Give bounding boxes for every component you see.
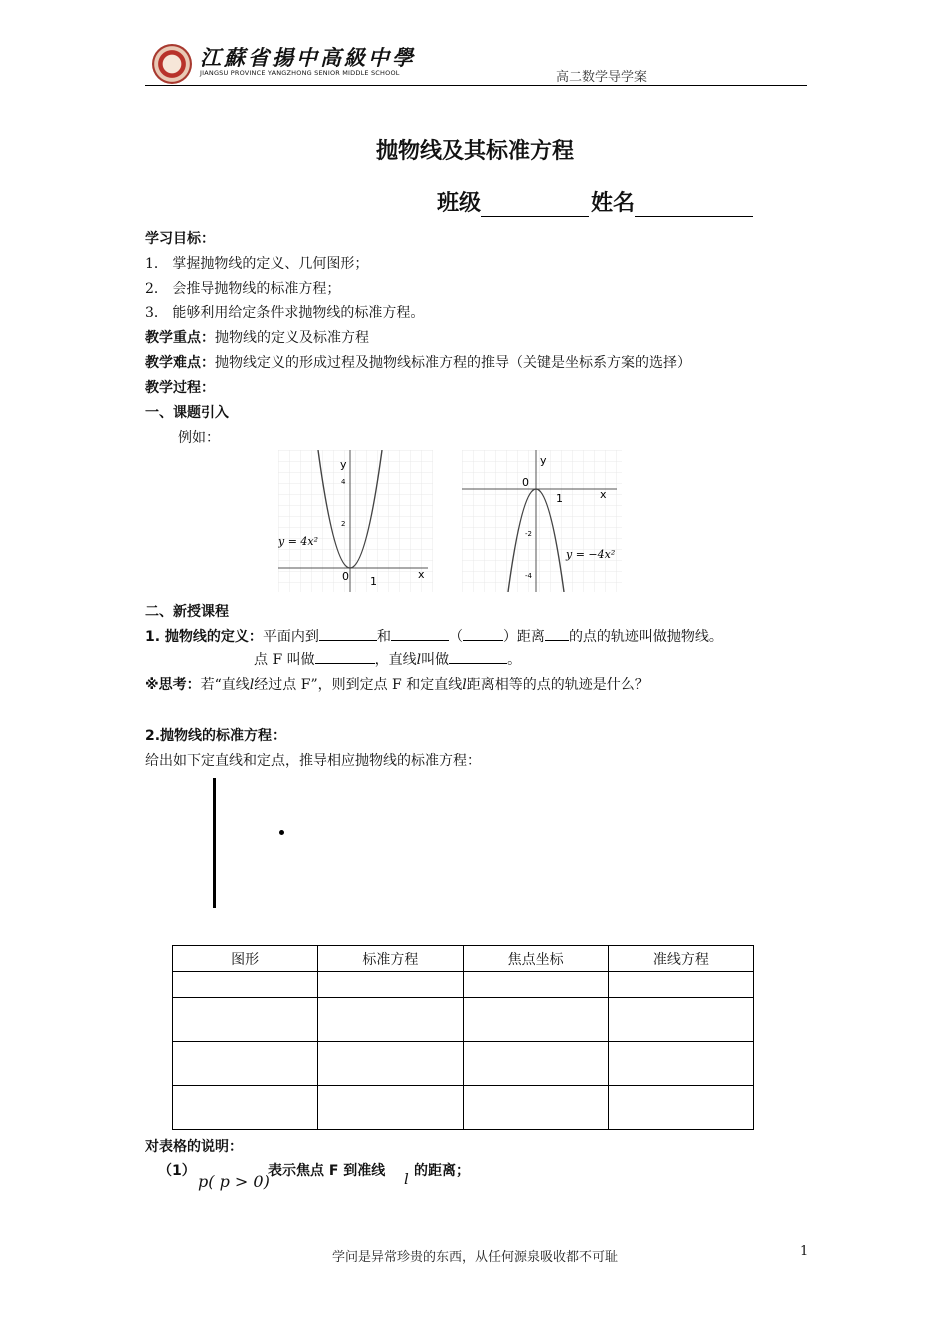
header-rule bbox=[145, 85, 807, 86]
tick-one: 1 bbox=[556, 492, 563, 505]
y-axis-label: y bbox=[340, 458, 347, 471]
note1-text: 表示焦点 F 到准线 bbox=[268, 1163, 386, 1179]
difficulty-label: 教学难点： bbox=[145, 355, 215, 371]
school-logo bbox=[152, 44, 192, 84]
grid bbox=[462, 450, 622, 592]
col-header-figure: 图形 bbox=[173, 946, 318, 972]
class-label: 班级 bbox=[437, 191, 482, 216]
school-name-en: JIANGSU PROVINCE YANGZHONG SENIOR MIDDLE SCHOOL bbox=[200, 69, 400, 77]
table-cell[interactable] bbox=[463, 972, 608, 998]
goal-item: 1． 掌握抛物线的定义、几何图形； bbox=[145, 256, 369, 272]
table-cell[interactable] bbox=[463, 1086, 608, 1130]
class-name-line bbox=[437, 186, 753, 217]
table-cell[interactable] bbox=[318, 1086, 463, 1130]
standard-intro: 给出如下定直线和定点，推导相应抛物线的标准方程： bbox=[145, 753, 481, 769]
goal-item: 3． 能够利用给定条件求抛物线的标准方程。 bbox=[145, 305, 425, 321]
table-cell[interactable] bbox=[463, 998, 608, 1042]
think-text: 若“直线 bbox=[200, 677, 250, 693]
table-row bbox=[173, 1042, 754, 1086]
notes-heading: 对表格的说明： bbox=[145, 1139, 243, 1155]
difficulty bbox=[145, 352, 691, 372]
table-cell[interactable] bbox=[173, 972, 318, 998]
table-cell[interactable] bbox=[608, 998, 753, 1042]
x-axis-label: x bbox=[600, 488, 607, 501]
table-header-row bbox=[173, 946, 754, 972]
difficulty-text: 抛物线定义的形成过程及抛物线标准方程的推导（关键是坐标系方案的选择） bbox=[215, 355, 691, 371]
name-label: 姓名 bbox=[591, 191, 636, 216]
blank-directrix[interactable] bbox=[449, 650, 507, 664]
page-title: 抛物线及其标准方程 bbox=[375, 139, 574, 164]
section2-heading: 二、新授课程 bbox=[145, 604, 229, 620]
table-cell[interactable] bbox=[608, 1086, 753, 1130]
def-text: （ bbox=[448, 629, 463, 645]
class-blank[interactable] bbox=[481, 194, 589, 217]
definition-line bbox=[145, 626, 723, 646]
key-point bbox=[145, 327, 369, 347]
table-cell[interactable] bbox=[318, 972, 463, 998]
think-label: ※思考： bbox=[145, 677, 201, 693]
directrix-line bbox=[213, 778, 216, 908]
table-cell[interactable] bbox=[608, 1042, 753, 1086]
key-point-text: 抛物线的定义及标准方程 bbox=[215, 330, 369, 346]
table-cell[interactable] bbox=[318, 1042, 463, 1086]
graph-downward-parabola bbox=[462, 450, 622, 592]
def-text: ）距离 bbox=[502, 629, 545, 645]
def-text: 点 F 叫做 bbox=[254, 652, 315, 668]
school-name-cn: 江蘇省揚中高級中學 bbox=[200, 46, 416, 70]
page-number: 1 bbox=[800, 1244, 809, 1259]
x-axis-label: x bbox=[418, 568, 425, 581]
think-line bbox=[145, 674, 649, 694]
table-cell[interactable] bbox=[173, 1086, 318, 1130]
definition-label: 1. 抛物线的定义： bbox=[145, 629, 263, 645]
process-heading: 教学过程： bbox=[145, 380, 215, 396]
tick-m4: -4 bbox=[525, 572, 532, 580]
line-l: l bbox=[416, 652, 422, 668]
definition-line-2 bbox=[254, 649, 521, 669]
table-row bbox=[173, 972, 754, 998]
def-text: 平面内到 bbox=[262, 629, 319, 645]
equation-label: y = −4x² bbox=[566, 548, 616, 561]
blank-focus[interactable] bbox=[315, 650, 375, 664]
def-text: 。 bbox=[507, 652, 522, 668]
origin-label: 0 bbox=[522, 476, 529, 489]
name-blank[interactable] bbox=[635, 194, 753, 217]
footer-motto: 学问是异常珍贵的东西，从任何源泉吸收都不可耻 bbox=[331, 1250, 618, 1265]
table-cell[interactable] bbox=[463, 1042, 608, 1086]
def-text: 叫做 bbox=[421, 652, 450, 668]
note1-math: p( p > 0) bbox=[198, 1172, 270, 1191]
def-text: ，直线 bbox=[374, 652, 417, 668]
standard-heading: 2.抛物线的标准方程： bbox=[145, 728, 287, 744]
col-header-equation: 标准方程 bbox=[318, 946, 463, 972]
y-axis-label: y bbox=[540, 454, 547, 467]
blank-condition[interactable] bbox=[463, 627, 503, 641]
graph-upward-parabola bbox=[278, 450, 433, 592]
table-cell[interactable] bbox=[173, 1042, 318, 1086]
header-subject: 高二数学导学案 bbox=[556, 70, 648, 85]
blank-fixed-point[interactable] bbox=[319, 627, 377, 641]
note1-num: （1） bbox=[158, 1163, 196, 1179]
key-point-label: 教学重点： bbox=[145, 330, 215, 346]
think-text: 经过点 F”，则到定点 F 和定直线 bbox=[254, 677, 463, 693]
def-text: 的点的轨迹叫做抛物线。 bbox=[568, 629, 723, 645]
table-cell[interactable] bbox=[173, 998, 318, 1042]
tick-one: 1 bbox=[370, 575, 377, 588]
def-text: 和 bbox=[376, 629, 391, 645]
example-label: 例如： bbox=[178, 430, 220, 446]
table-row bbox=[173, 1086, 754, 1130]
equation-label: y = 4x² bbox=[278, 535, 319, 548]
blank-relation[interactable] bbox=[545, 627, 569, 641]
tick-m2: -2 bbox=[525, 530, 532, 538]
blank-fixed-line[interactable] bbox=[391, 627, 449, 641]
table-cell[interactable] bbox=[318, 998, 463, 1042]
col-header-focus: 焦点坐标 bbox=[463, 946, 608, 972]
section1-heading: 一、课题引入 bbox=[145, 405, 229, 421]
table-cell[interactable] bbox=[608, 972, 753, 998]
summary-table bbox=[172, 945, 754, 1130]
think-text: 距离相等的点的轨迹是什么？ bbox=[466, 677, 649, 693]
note1-l: l bbox=[404, 1170, 409, 1188]
focus-point bbox=[279, 830, 284, 835]
goals-heading: 学习目标： bbox=[145, 231, 215, 247]
line-l: l bbox=[462, 677, 467, 693]
goal-item: 2． 会推导抛物线的标准方程； bbox=[145, 281, 341, 297]
origin-label: 0 bbox=[342, 570, 349, 583]
note1-end: 的距离； bbox=[414, 1163, 470, 1179]
tick-4: 4 bbox=[341, 478, 346, 486]
col-header-directrix: 准线方程 bbox=[608, 946, 753, 972]
tick-2: 2 bbox=[341, 520, 346, 528]
table-row bbox=[173, 998, 754, 1042]
grid bbox=[278, 450, 433, 592]
line-l: l bbox=[249, 677, 255, 693]
